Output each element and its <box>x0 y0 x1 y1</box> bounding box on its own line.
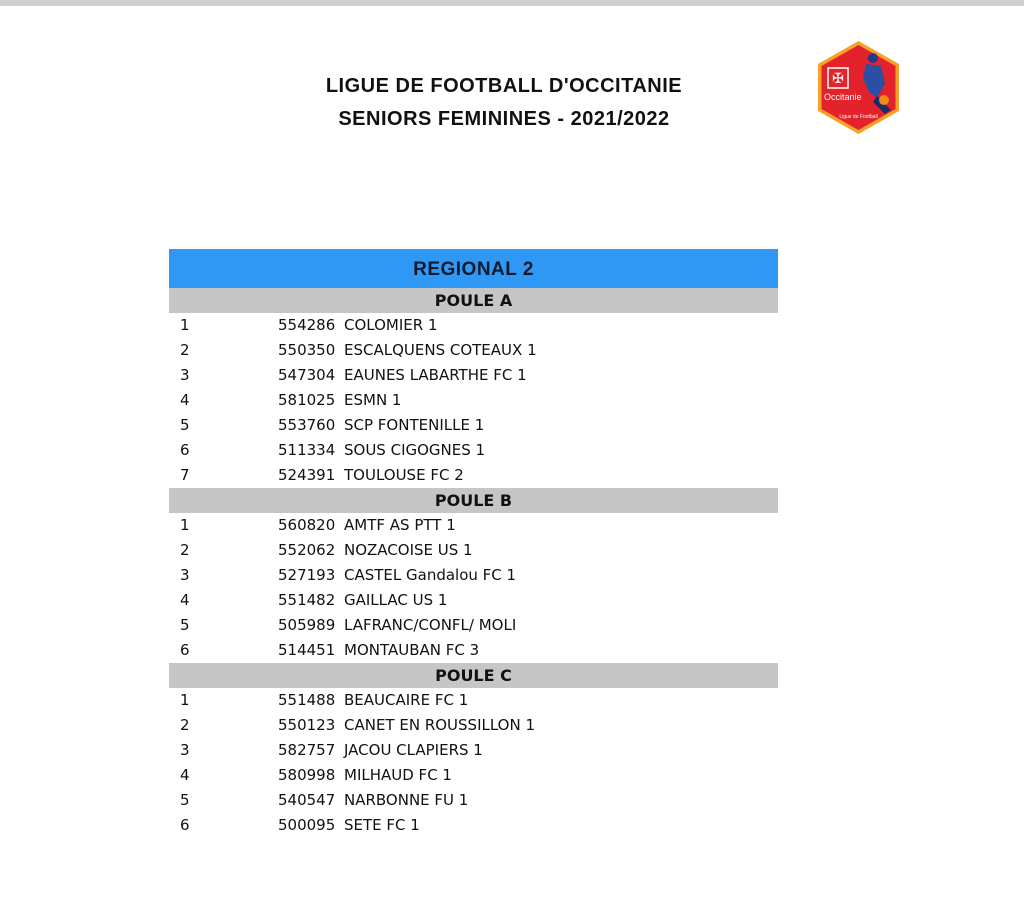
team-position: 5 <box>180 616 190 634</box>
club-code: 550123 <box>278 716 336 734</box>
team-position: 6 <box>180 816 190 834</box>
table-row <box>169 363 778 388</box>
team-position: 2 <box>180 341 190 359</box>
team-position: 4 <box>180 591 190 609</box>
page-top-border <box>0 0 1024 6</box>
table-row <box>169 513 778 538</box>
table-row <box>169 313 778 338</box>
table-row <box>169 588 778 613</box>
table-row <box>169 463 778 488</box>
club-name: EAUNES LABARTHE FC 1 <box>344 366 527 384</box>
table-row <box>169 438 778 463</box>
poule-header: POULE C <box>169 663 778 688</box>
division-title: REGIONAL 2 <box>413 258 534 280</box>
table-row <box>169 688 778 713</box>
club-name: MILHAUD FC 1 <box>344 766 452 784</box>
team-position: 3 <box>180 366 190 384</box>
club-name: CASTEL Gandalou FC 1 <box>344 566 517 584</box>
club-code: 580998 <box>278 766 336 784</box>
club-name: SCP FONTENILLE 1 <box>344 416 485 434</box>
club-code: 553760 <box>278 416 336 434</box>
club-name: ESCALQUENS COTEAUX 1 <box>344 341 537 359</box>
team-position: 5 <box>180 416 190 434</box>
club-code: 547304 <box>278 366 336 384</box>
club-code: 511334 <box>278 441 336 459</box>
club-code: 540547 <box>278 791 336 809</box>
team-position: 3 <box>180 741 190 759</box>
team-position: 1 <box>180 316 190 334</box>
club-name: CANET EN ROUSSILLON 1 <box>344 716 536 734</box>
club-name: BEAUCAIRE FC 1 <box>344 691 469 709</box>
club-name: GAILLAC US 1 <box>344 591 448 609</box>
poule-header: POULE A <box>169 288 778 313</box>
club-code: 581025 <box>278 391 336 409</box>
table-row <box>169 813 778 838</box>
logo-name: Occitanie <box>824 92 862 102</box>
team-position: 3 <box>180 566 190 584</box>
table-row <box>169 713 778 738</box>
club-name: SOUS CIGOGNES 1 <box>344 441 486 459</box>
regional-2-table <box>169 249 778 838</box>
competition-title: SENIORS FEMININES - 2021/2022 <box>338 108 670 130</box>
table-row <box>169 638 778 663</box>
poules-container <box>169 288 778 838</box>
club-code: 514451 <box>278 641 336 659</box>
occitanie-league-logo <box>811 40 906 135</box>
table-row <box>169 538 778 563</box>
table-row <box>169 388 778 413</box>
team-position: 6 <box>180 641 190 659</box>
team-position: 1 <box>180 691 190 709</box>
poule-header: POULE B <box>169 488 778 513</box>
team-position: 5 <box>180 791 190 809</box>
table-row <box>169 413 778 438</box>
club-name: COLOMIER 1 <box>344 316 438 334</box>
club-code: 554286 <box>278 316 336 334</box>
table-row <box>169 613 778 638</box>
club-code: 524391 <box>278 466 336 484</box>
club-code: 582757 <box>278 741 336 759</box>
club-name: MONTAUBAN FC 3 <box>344 641 480 659</box>
club-name: AMTF AS PTT 1 <box>344 516 456 534</box>
team-position: 4 <box>180 766 190 784</box>
logo-tagline: Ligue de Football <box>839 114 878 120</box>
division-banner <box>169 249 778 288</box>
club-code: 550350 <box>278 341 336 359</box>
club-name: TOULOUSE FC 2 <box>344 466 464 484</box>
table-row <box>169 763 778 788</box>
club-code: 505989 <box>278 616 336 634</box>
svg-text:✠: ✠ <box>832 70 844 86</box>
club-name: NOZACOISE US 1 <box>344 541 473 559</box>
club-code: 551488 <box>278 691 336 709</box>
club-name: SETE FC 1 <box>344 816 420 834</box>
club-code: 527193 <box>278 566 336 584</box>
club-name: NARBONNE FU 1 <box>344 791 469 809</box>
team-position: 4 <box>180 391 190 409</box>
team-position: 2 <box>180 541 190 559</box>
club-code: 551482 <box>278 591 336 609</box>
club-name: JACOU CLAPIERS 1 <box>344 741 483 759</box>
table-row <box>169 338 778 363</box>
team-position: 6 <box>180 441 190 459</box>
team-position: 7 <box>180 466 190 484</box>
table-row <box>169 788 778 813</box>
club-code: 560820 <box>278 516 336 534</box>
club-name: LAFRANC/CONFL/ MOLI <box>344 616 517 634</box>
table-row <box>169 563 778 588</box>
club-code: 552062 <box>278 541 336 559</box>
club-code: 500095 <box>278 816 336 834</box>
team-position: 1 <box>180 516 190 534</box>
table-row <box>169 738 778 763</box>
team-position: 2 <box>180 716 190 734</box>
club-name: ESMN 1 <box>344 391 402 409</box>
league-title: LIGUE DE FOOTBALL D'OCCITANIE <box>325 75 683 97</box>
